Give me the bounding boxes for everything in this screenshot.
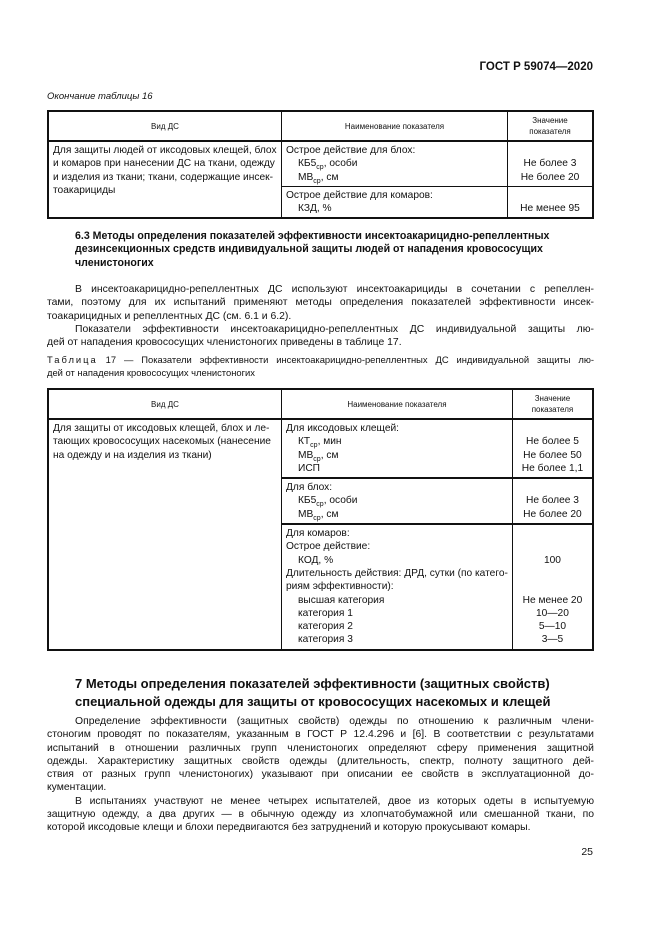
cell-value: Не более 5 Не более 50 Не более 1,1 xyxy=(512,419,593,478)
cell-value: Не более 3 Не более 20 xyxy=(508,141,594,186)
table-continuation-label: Окончание таблицы 16 xyxy=(47,91,153,102)
table-16 xyxy=(47,110,594,219)
page-number: 25 xyxy=(581,846,593,858)
column-header: Вид ДС xyxy=(48,389,282,419)
cell-type: Для защиты от иксодовых клещей, блох и ле- тающих кровососущих насекомых (нанесение на одежду и на изделия из ткани) xyxy=(48,419,282,650)
cell-indicator: Острое действие для комаров: КЗД, % xyxy=(282,186,508,218)
column-header: Вид ДС xyxy=(48,111,282,141)
cell-value: Не менее 95 xyxy=(508,186,594,218)
cell-value: Не более 3 Не более 20 xyxy=(512,478,593,524)
cell-indicator-mosquitoes: Для комаров: Острое действие: КОД, % Длительность действия: ДРД, сутки (по катего- риям эффективности): высшая категория категория 1 категория 2 категория 3 xyxy=(282,524,513,650)
paragraph: Определение эффективности (защитных свойств) одежды по отношению к различным члени- стоногим проводят по показателям, указанным в ГОСТ Р 12.4.296 и [6]. В соответствии с результатами испытаний в отношении различных групп членистоногих определяют сферу применения защитной одежды. Характеристику защитных свойств одежды (длительность, спектр, полноту защитного дей- ствия от разных групп членистоногих) указывают при описании ее свойств в эксплуатационной до- кументации. В испытаниях участвуют не менее четырех испытателей, двое из которых одеты в испытуемую защитную одежду, а два других — в обычную одежду из хлопчатобумажной или смешанной ткани, по которой иксодовые клещи и блохи передвигаются без затруднений и которую прокусывают комары. xyxy=(47,716,594,834)
paragraph: В инсектоакарицидно-репеллентных ДС используют инсектоакарициды в сочетании с репеллен- тами, поэтому для их испытаний применяют методы определения показателей эффективности инсек- тоакарицидных и репеллентных ДС (см. 6.1 и 6.2). Показатели эффективности инсектоакарицидно-репеллентных ДС индивидуальной защиты лю- дей от нападения кровососущих членистоногих приведены в таблице 17. xyxy=(47,284,594,349)
cell-type: Для защиты людей от иксодовых клещей, блох и комаров при нанесении ДС на ткани, одежду и изделия из ткани; ткани, содержащие инсек- тоакарициды xyxy=(48,141,282,218)
cell-value: 100 Не менее 20 10—20 5—10 3—5 xyxy=(512,524,593,650)
column-header: Значение показателя xyxy=(512,389,593,419)
table-17-caption: Таблица 17 — Показатели эффективности инсектоакарицидно-репеллентных ДС индивидуальной защиты лю- дей от нападения кровососущих членистоногих xyxy=(47,354,594,379)
cell-indicator-fleas: Для блох: $КБ5_{ср}$, особи $МВ_{ср}$, см xyxy=(282,478,513,524)
column-header: Значение показателя xyxy=(508,111,594,141)
table-17 xyxy=(47,388,594,651)
cell-indicator-ticks: Для иксодовых клещей: $КТ_{ср}$, мин $МВ_{ср}$, см ИСП xyxy=(282,419,513,478)
section-7-heading: 7 Методы определения показателей эффективности (защитных свойств) специальной одежды для защиты от кровососущих насекомых и клещей xyxy=(75,676,551,709)
column-header: Наименование показателя xyxy=(282,111,508,141)
cell-indicator: Острое действие для блох: $КБ5_{ср}$, особи $МВ_{ср}$, см xyxy=(282,141,508,186)
document-id: ГОСТ Р 59074—2020 xyxy=(479,61,593,73)
section-6-3-heading: 6.3 Методы определения показателей эффективности инсектоакарицидно-репеллентных дезинсекционных средств индивидуальной защиты людей от нападения кровососущих членистоногих xyxy=(75,230,550,269)
column-header: Наименование показателя xyxy=(282,389,513,419)
